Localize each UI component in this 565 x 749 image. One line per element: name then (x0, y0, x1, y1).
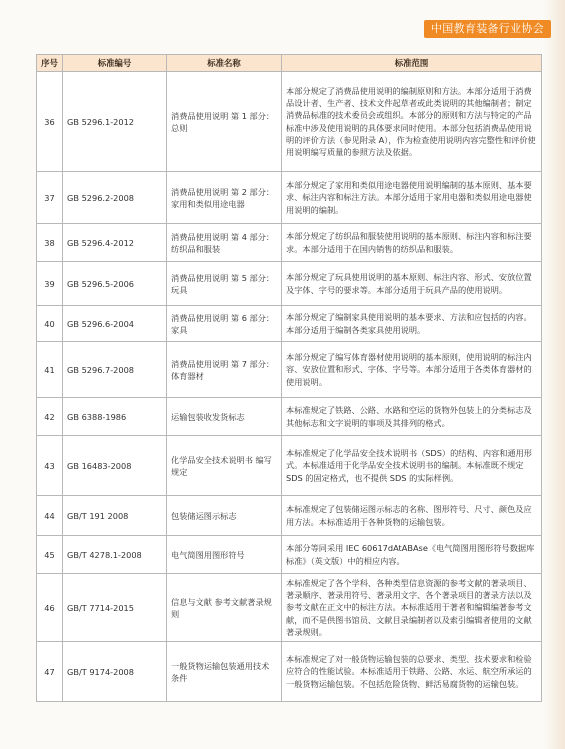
standard-name: 消费品使用说明 第 6 部分：家具 (167, 306, 282, 342)
row-index: 39 (37, 262, 63, 306)
standard-scope: 本标准规定了化学品安全技术说明书（SDS）的结构、内容和通用形式。本标准适用于化学品安全技术说明书的编制。本标准既不规定 SDS 的固定格式，也不提供 SDS 的实际样例。 (282, 436, 542, 496)
standard-scope: 本标准规定了铁路、公路、水路和空运的货物外包装上的分类标志及其他标志和文字说明的事项及其排列的格式。 (282, 398, 542, 436)
standard-code: GB 5296.2-2008 (63, 172, 167, 224)
row-index: 40 (37, 306, 63, 342)
standard-code: GB 5296.5-2006 (63, 262, 167, 306)
standard-code: GB/T 7714-2015 (63, 574, 167, 642)
standard-code: GB 5296.4-2012 (63, 224, 167, 262)
column-header-code: 标准编号 (63, 55, 167, 72)
standard-scope: 本部分规定了消费品使用说明的编制原则和方法。本部分适用于消费品设计者、生产者、技术文件起草者或此类说明的其他编制者；制定消费品标准的技术委员会或组织。本部分的原则和方法与特定的产品标准中涉及使用说明的具体要求同时使用。本部分包括消费品使用说明的评价方法（参见附录 A），作为检查使用说明内容完整性和评价使用说明编写质量的参照方法及依据。 (282, 72, 542, 172)
standard-scope: 本部分规定了编写体育器材使用说明的基本原则，使用说明的标注内容、安放位置和形式、字体、字号等。本部分适用于各类体育器材的使用说明。 (282, 342, 542, 398)
standards-table (36, 54, 542, 702)
table-row (37, 436, 542, 496)
table-row (37, 536, 542, 574)
standard-code: GB 5296.1-2012 (63, 72, 167, 172)
row-index: 41 (37, 342, 63, 398)
standard-scope: 本部分规定了纺织品和服装使用说明的基本原则、标注内容和标注要求。本部分适用于在国内销售的纺织品和服装。 (282, 224, 542, 262)
table-row (37, 398, 542, 436)
table-row (37, 642, 542, 702)
standard-code: GB 16483-2008 (63, 436, 167, 496)
standard-name: 包装储运图示标志 (167, 496, 282, 536)
column-header-index: 序号 (37, 55, 63, 72)
standard-code: GB/T 191 2008 (63, 496, 167, 536)
column-header-name: 标准名称 (167, 55, 282, 72)
standard-code: GB/T 9174-2008 (63, 642, 167, 702)
table-row (37, 72, 542, 172)
table-row (37, 172, 542, 224)
table-header-row (37, 55, 542, 72)
row-index: 47 (37, 642, 63, 702)
column-header-scope: 标准范围 (282, 55, 542, 72)
standard-scope: 本标准规定了各个学科、各种类型信息资源的参考文献的著录项目、著录顺序、著录用符号、著录用文字、各个著录项目的著录方法以及参考文献在正文中的标注方法。本标准适用于著者和编辑编著参考文献，而不是供图书馆员、文献目录编制者以及索引编辑者使用的文献著录规则。 (282, 574, 542, 642)
standard-name: 消费品使用说明 第 7 部分：体育器材 (167, 342, 282, 398)
standard-scope: 本部分规定了编制家具使用说明的基本要求、方法和应包括的内容。本部分适用于编制各类家具使用说明。 (282, 306, 542, 342)
decorative-side-stripe (543, 0, 565, 749)
standard-name: 信息与文献 参考文献著录规则 (167, 574, 282, 642)
table-row (37, 306, 542, 342)
standard-name: 化学品安全技术说明书 编写规定 (167, 436, 282, 496)
row-index: 38 (37, 224, 63, 262)
standard-name: 一般货物运输包装通用技术条件 (167, 642, 282, 702)
standard-code: GB 5296.6-2004 (63, 306, 167, 342)
row-index: 42 (37, 398, 63, 436)
row-index: 37 (37, 172, 63, 224)
table-row (37, 496, 542, 536)
table-row (37, 342, 542, 398)
table-row (37, 574, 542, 642)
organization-badge: 中国教育装备行业协会 (424, 20, 551, 38)
standard-scope: 本标准规定了包装储运图示标志的名称、图形符号、尺寸、颜色及应用方法。本标准适用于各种货物的运输包装。 (282, 496, 542, 536)
row-index: 45 (37, 536, 63, 574)
table-row (37, 224, 542, 262)
row-index: 43 (37, 436, 63, 496)
standard-name: 运输包装收发货标志 (167, 398, 282, 436)
table-row (37, 262, 542, 306)
standard-name: 消费品使用说明 第 5 部分：玩具 (167, 262, 282, 306)
standard-name: 消费品使用说明 第 4 部分：纺织品和服装 (167, 224, 282, 262)
standard-scope: 本标准规定了对一般货物运输包装的总要求、类型、技术要求和检验应符合的性能试验。本标准适用于铁路、公路、水运、航空所承运的一般货物运输包装。不包括危险货物、鲜活易腐货物的运输包装。 (282, 642, 542, 702)
row-index: 46 (37, 574, 63, 642)
standard-code: GB/T 4278.1-2008 (63, 536, 167, 574)
standard-scope: 本部分规定了家用和类似用途电器使用说明编制的基本原则、基本要求、标注内容和标注方法。本部分适用于家用电器和类似用途电器使用说明的编制。 (282, 172, 542, 224)
standard-name: 消费品使用说明 第 2 部分：家用和类似用途电器 (167, 172, 282, 224)
standard-code: GB 6388-1986 (63, 398, 167, 436)
standard-name: 电气简图用图形符号 (167, 536, 282, 574)
row-index: 36 (37, 72, 63, 172)
standard-scope: 本部分等同采用 IEC 60617dAtABAse《电气简图用图形符号数据库标准》（英文版）中的相应内容。 (282, 536, 542, 574)
standard-code: GB 5296.7-2008 (63, 342, 167, 398)
standard-name: 消费品使用说明 第 1 部分：总则 (167, 72, 282, 172)
standard-scope: 本部分规定了玩具使用说明的基本原则、标注内容、形式、安放位置及字体、字号的要求等。本部分适用于玩具产品的使用说明。 (282, 262, 542, 306)
row-index: 44 (37, 496, 63, 536)
